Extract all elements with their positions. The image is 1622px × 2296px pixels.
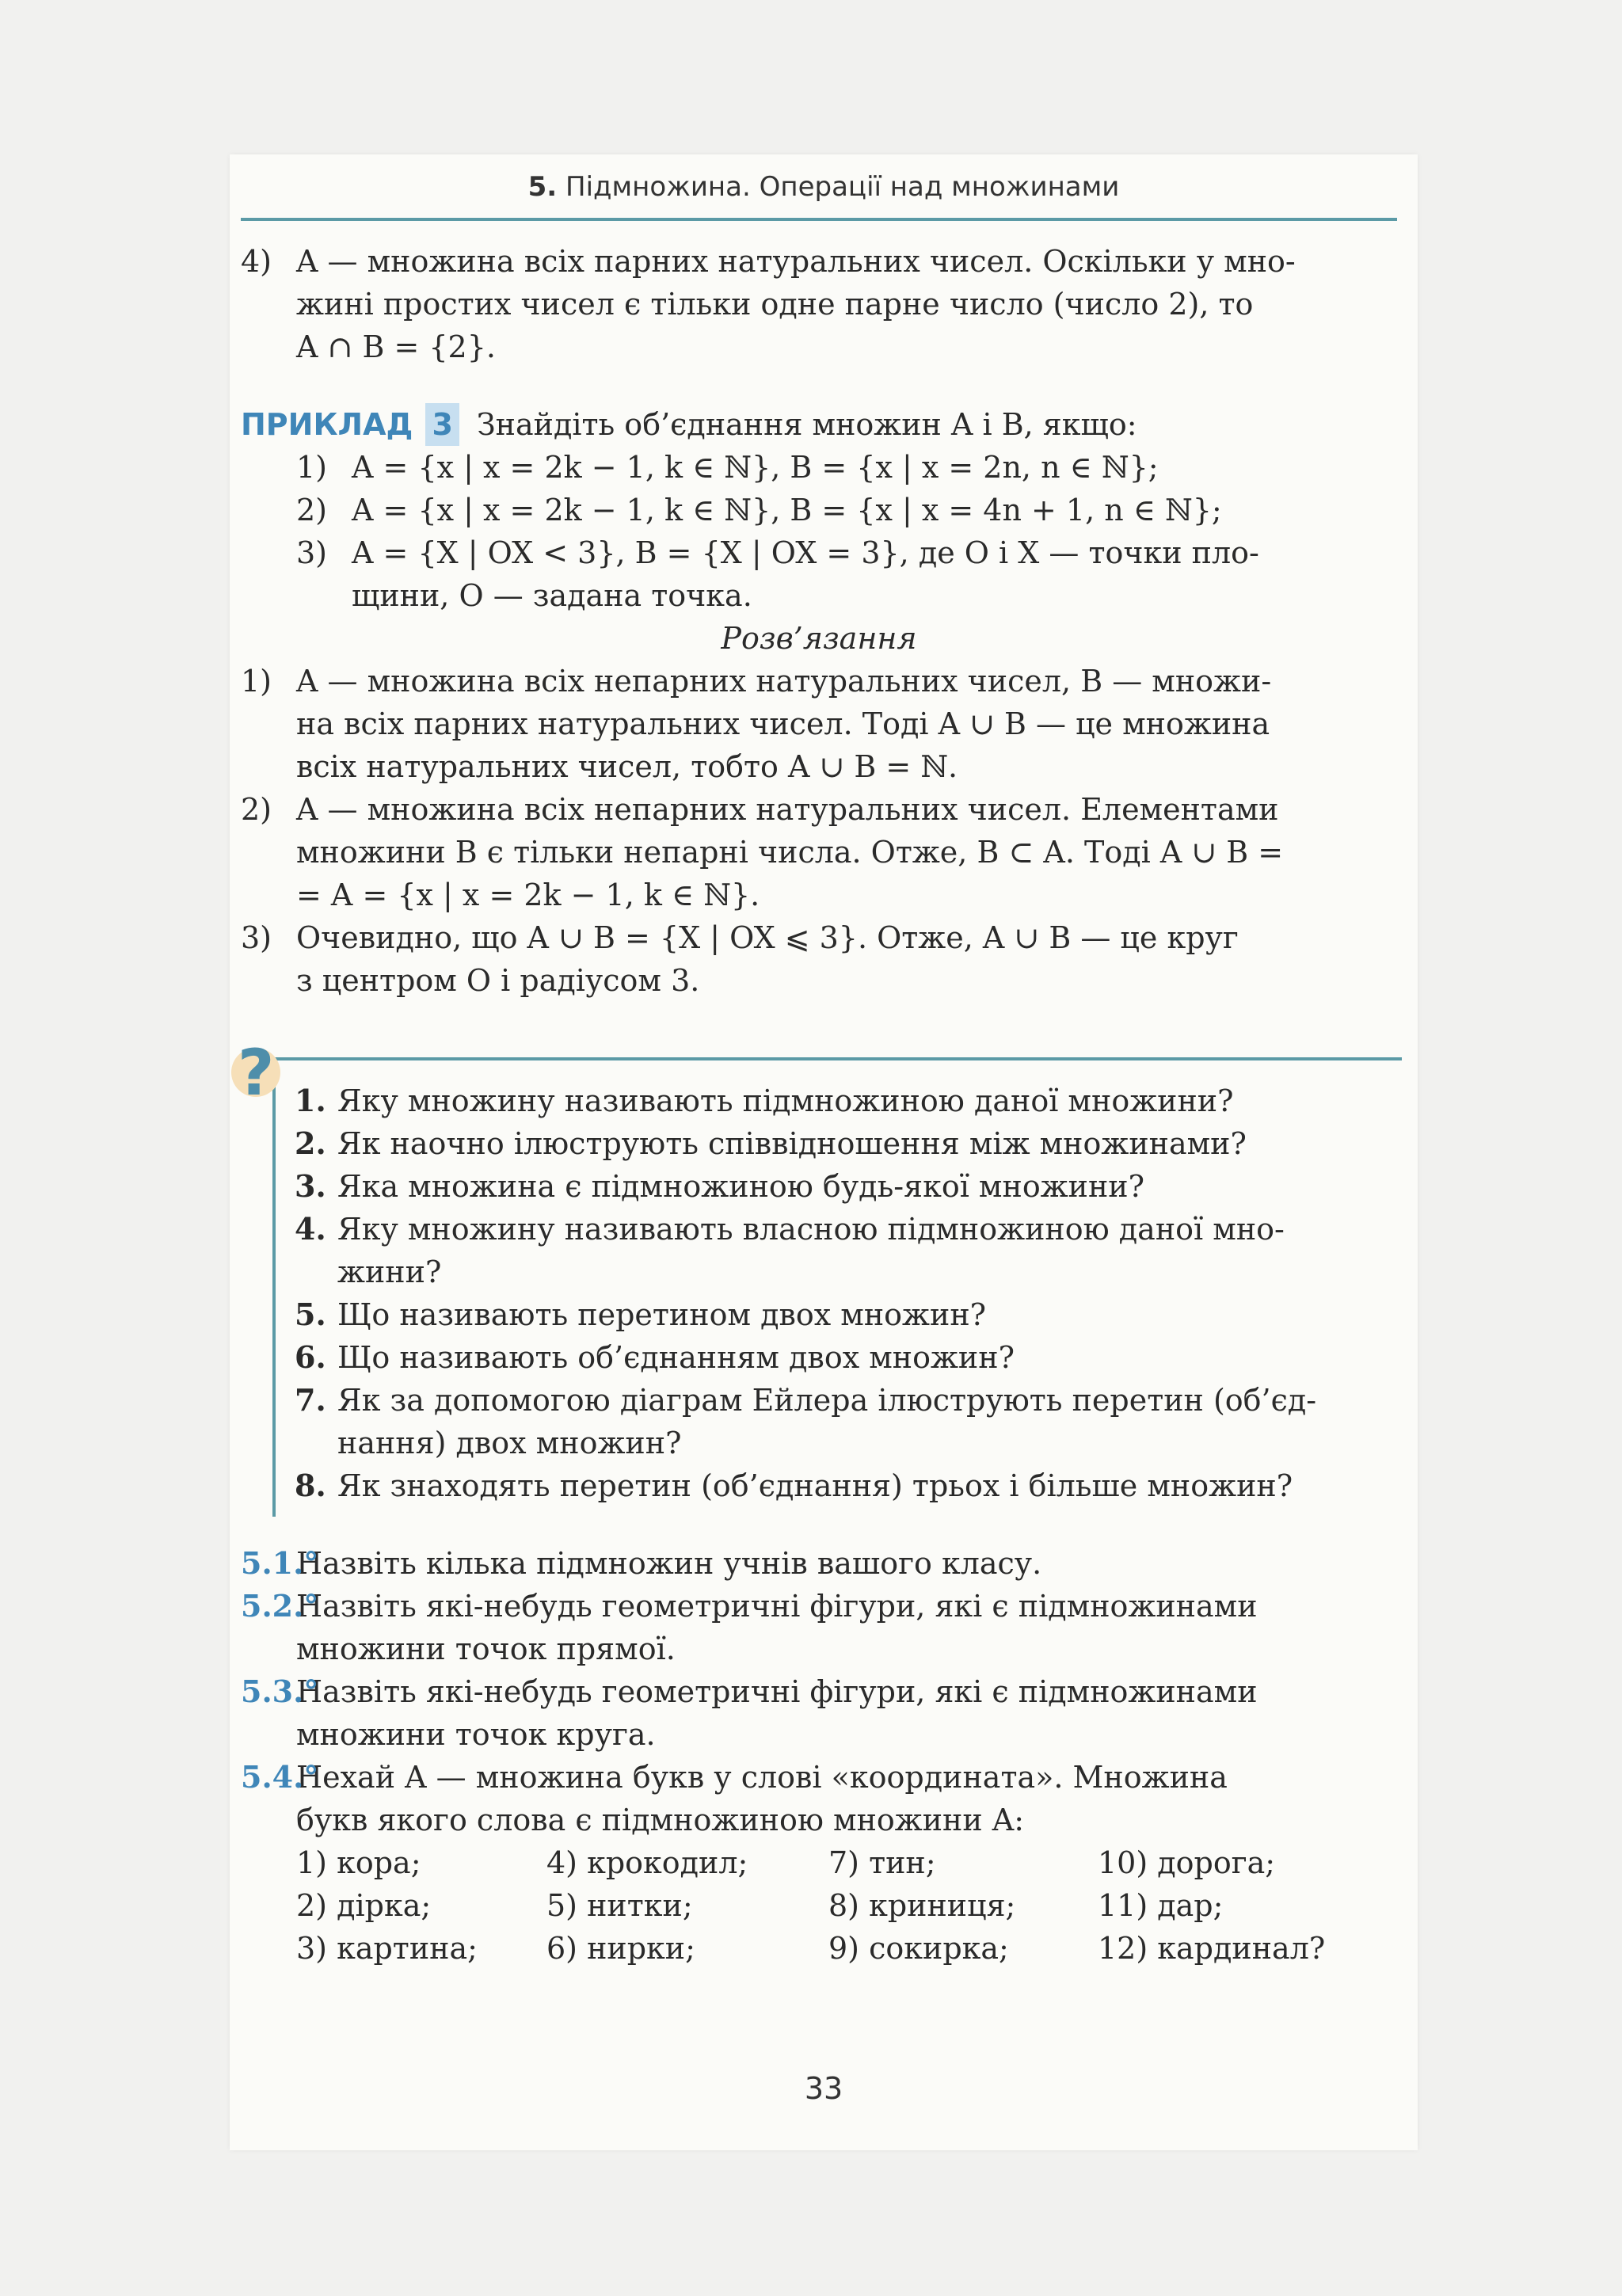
example-task: Знайдіть об’єднання множин A і B, якщо: [476, 407, 1137, 442]
intro-item [241, 240, 1397, 368]
solution-item [241, 788, 1397, 916]
condition-item [296, 489, 1397, 531]
exercise-number: 5.2.° [241, 1588, 319, 1624]
example-conditions [241, 446, 1397, 617]
text-line: нання) двох множин? [337, 1426, 682, 1460]
text-line: Нехай A — множина букв у слові «координата». Множина [296, 1760, 1228, 1795]
questions-side-rule [272, 1057, 276, 1517]
word-option: 10) дорога; [1098, 1845, 1276, 1880]
textbook-page [230, 154, 1418, 2150]
text-line: A = {X | OX < 3}, B = {X | OX = 3}, де O і X — точки пло- [352, 535, 1259, 570]
word-option: 1) кора; [296, 1845, 421, 1880]
text-line: Яка множина є підмножиною будь-якої множини? [337, 1169, 1145, 1204]
condition-number: 1) [296, 450, 328, 485]
word-option: 6) нирки; [546, 1931, 695, 1966]
text-line: A = {x | x = 2k − 1, k ∈ ℕ}, B = {x | x = 2n, n ∈ ℕ}; [352, 450, 1159, 485]
exercise-number: 5.4.° [241, 1759, 319, 1795]
text-line: Назвіть кілька підмножин учнів вашого класу. [296, 1546, 1042, 1581]
question-number: 4. [295, 1211, 326, 1247]
text-line: з центром O і радіусом 3. [296, 963, 700, 998]
header-divider [241, 218, 1397, 221]
question-item [295, 1165, 1397, 1208]
text-line: множини B є тільки непарні числа. Отже, B ⊂ A. Тоді A ∪ B = [296, 835, 1284, 870]
word-option: 11) дар; [1098, 1888, 1224, 1923]
exercise-item [241, 1670, 1397, 1756]
solution-number: 3) [241, 920, 272, 955]
question-number: 6. [295, 1339, 326, 1375]
text-line: A = {x | x = 2k − 1, k ∈ ℕ}, B = {x | x = 4n + 1, n ∈ ℕ}; [352, 493, 1222, 527]
exercises-list [241, 1542, 1397, 1970]
solution-number: 2) [241, 792, 272, 827]
text-line: множини точок прямої. [296, 1632, 676, 1666]
exercise-item [241, 1585, 1397, 1670]
questions-top-rule [272, 1057, 1402, 1060]
condition-item [296, 446, 1397, 489]
questions-list [241, 1057, 1397, 1507]
question-item [295, 1208, 1397, 1293]
question-number: 1. [295, 1083, 326, 1118]
question-item [295, 1379, 1397, 1464]
item-number: 4) [241, 244, 272, 279]
question-item [295, 1293, 1397, 1336]
text-line: Як за допомогою діаграм Ейлера ілюструють перетин (об’єд- [337, 1383, 1317, 1418]
word-options-grid [241, 1841, 1397, 1970]
text-line: = A = {x | x = 2k − 1, k ∈ ℕ}. [296, 878, 760, 912]
word-option: 3) картина; [296, 1931, 478, 1966]
condition-number: 2) [296, 493, 328, 527]
solution-item [241, 660, 1397, 788]
section-number: 5. [527, 171, 558, 203]
text-line: Яку множину називають власною підмножиною даної мно- [337, 1212, 1285, 1247]
text-line: Як знаходять перетин (об’єднання) трьох і більше множин? [337, 1468, 1293, 1503]
example-heading [241, 403, 1397, 446]
solution-item [241, 916, 1397, 1002]
text-line: жині простих чисел є тільки одне парне число (число 2), то [296, 287, 1254, 322]
exercise-item [241, 1542, 1397, 1585]
text-line: Що називають перетином двох множин? [337, 1297, 987, 1332]
text-line: Що називають об’єднанням двох множин? [337, 1340, 1015, 1375]
exercise-number: 5.3.° [241, 1673, 319, 1709]
exercise-number: 5.1.° [241, 1545, 319, 1581]
word-option: 4) крокодил; [546, 1845, 748, 1880]
word-option: 9) сокирка; [828, 1931, 1009, 1966]
question-number: 7. [295, 1382, 326, 1418]
text-line: на всіх парних натуральних чисел. Тоді A ∪ B — це множина [296, 706, 1270, 741]
word-option: 12) кардинал? [1098, 1931, 1326, 1966]
text-line: Назвіть які-небудь геометричні фігури, які є підмножинами [296, 1674, 1258, 1709]
text-line: A ∩ B = {2}. [296, 329, 496, 364]
example-label: ПРИКЛАД [241, 407, 413, 442]
question-item [295, 1336, 1397, 1379]
question-mark-icon [231, 1036, 280, 1110]
text-line: букв якого слова є підмножиною множини A: [296, 1803, 1025, 1837]
text-line: Яку множину називають підмножиною даної множини? [337, 1083, 1234, 1118]
text-line: A — множина всіх непарних натуральних чисел, B — множи- [296, 664, 1272, 699]
condition-item [296, 531, 1397, 617]
question-item [295, 1464, 1397, 1507]
example-number: 3 [425, 403, 459, 446]
text-line: множини точок круга. [296, 1717, 656, 1752]
word-option: 2) дірка; [296, 1888, 432, 1923]
page-content [238, 240, 1397, 1970]
question-number: 2. [295, 1125, 326, 1161]
text-line: Очевидно, що A ∪ B = {X | OX ⩽ 3}. Отже, A ∪ B — це круг [296, 920, 1239, 955]
page-number: 33 [804, 2071, 843, 2106]
text-line: всіх натуральних чисел, тобто A ∪ B = ℕ. [296, 749, 958, 784]
word-option: 7) тин; [828, 1845, 936, 1880]
text-line: жини? [337, 1255, 442, 1289]
text-line: Як наочно ілюструють співвідношення між множинами? [337, 1126, 1247, 1161]
text-line: A — множина всіх непарних натуральних чисел. Елементами [296, 792, 1279, 827]
question-item [295, 1122, 1397, 1165]
word-option: 5) нитки; [546, 1888, 693, 1923]
question-number: 5. [295, 1296, 326, 1332]
questions-block [238, 1036, 1397, 1507]
text-line: A — множина всіх парних натуральних чисел. Оскільки у мно- [296, 244, 1296, 279]
section-title: Підмножина. Операції над множинами [565, 171, 1120, 203]
word-option: 8) криниця; [828, 1888, 1016, 1923]
solution-title: Розв’язання [721, 621, 917, 656]
text-line: Назвіть які-небудь геометричні фігури, які є підмножинами [296, 1589, 1258, 1624]
page-header [246, 154, 1402, 218]
text-line: щини, O — задана точка. [352, 578, 752, 613]
question-mark-glyph: ? [238, 1036, 275, 1110]
exercise-item [241, 1756, 1397, 1841]
condition-number: 3) [296, 535, 328, 570]
solution-number: 1) [241, 664, 272, 699]
question-number: 3. [295, 1168, 326, 1204]
question-item [295, 1079, 1397, 1122]
question-number: 8. [295, 1468, 326, 1503]
